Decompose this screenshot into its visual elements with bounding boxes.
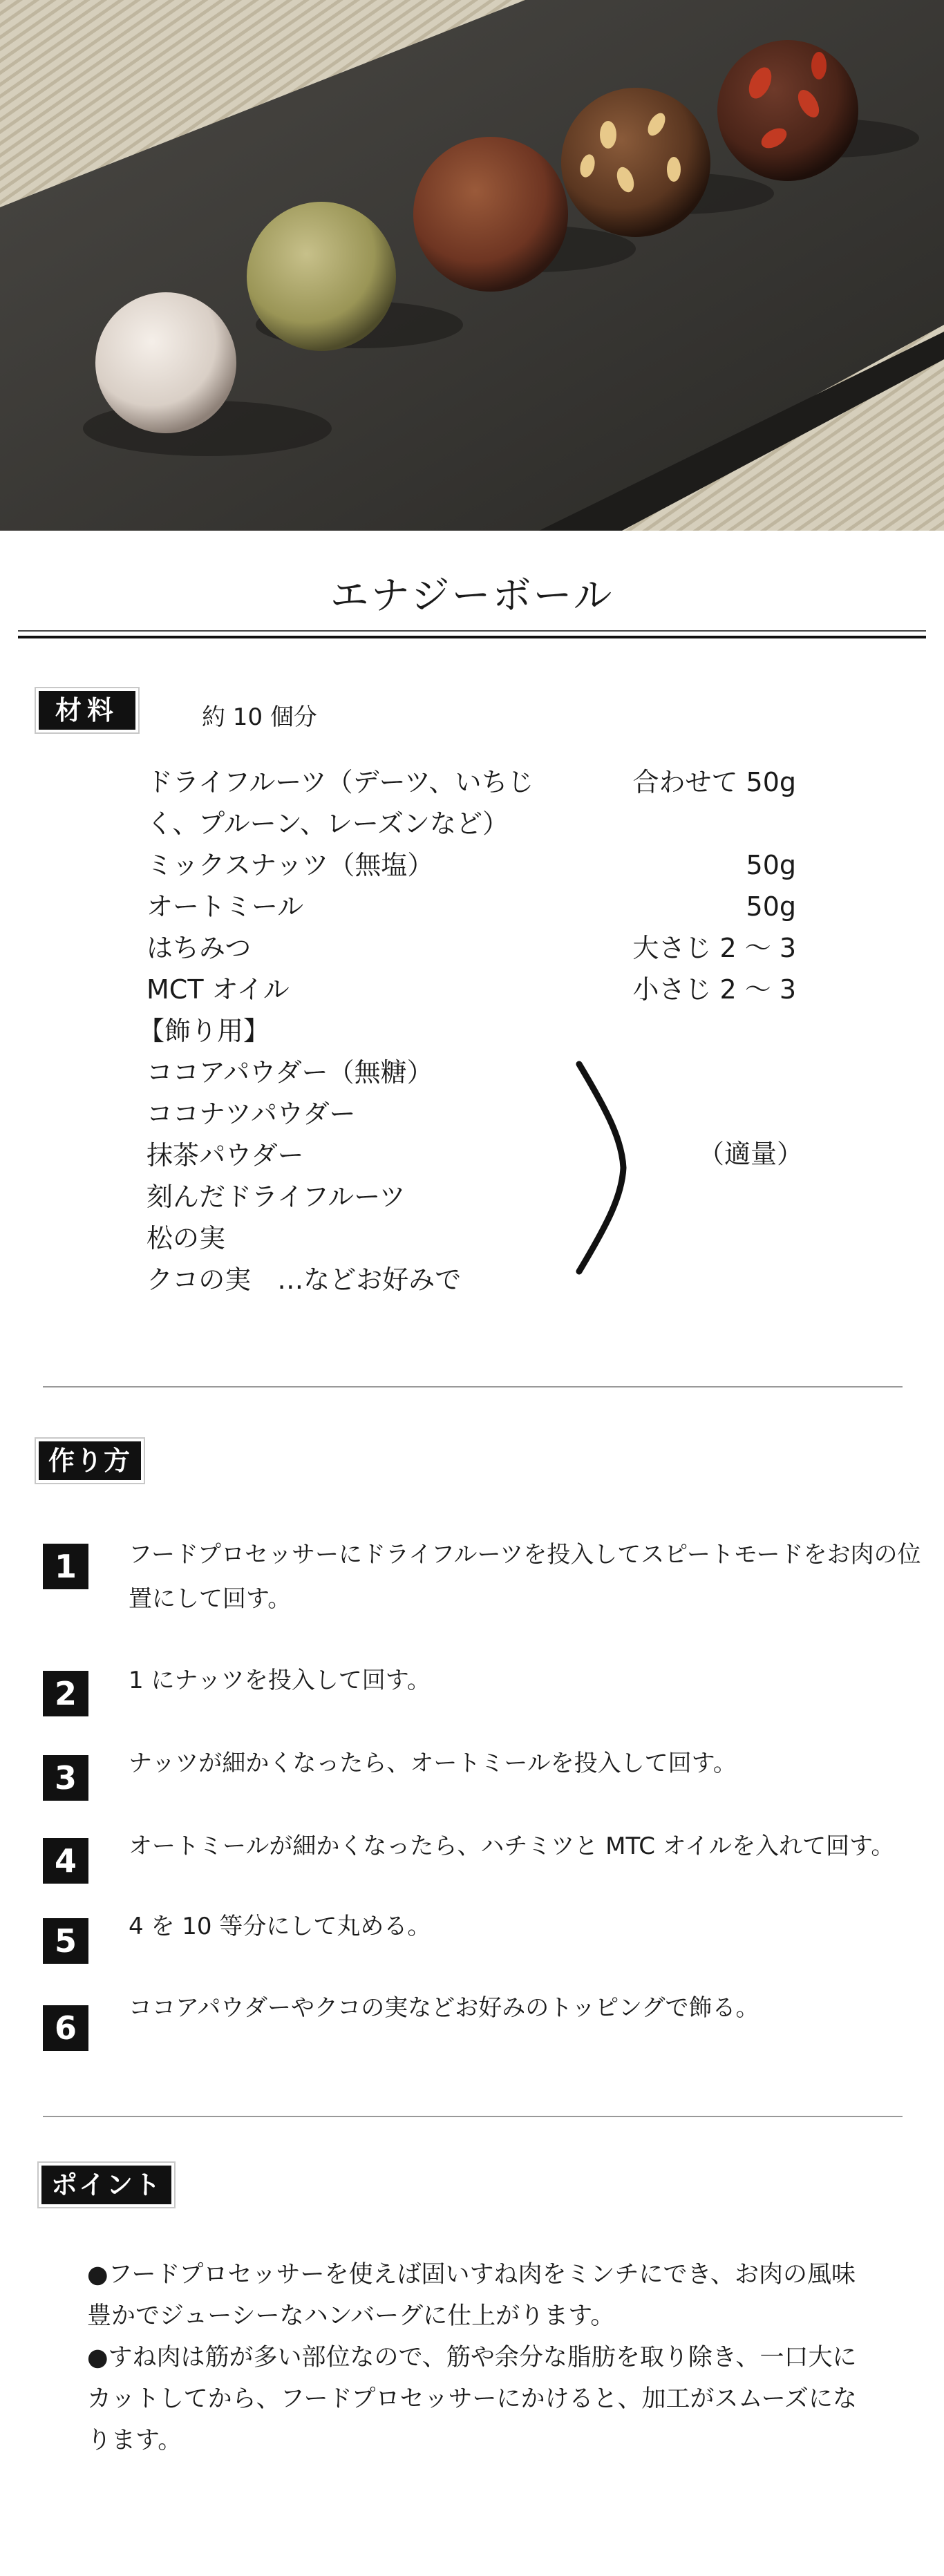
method-label: 作り方 bbox=[39, 1441, 141, 1480]
decoration-item: ココナツパウダー bbox=[147, 1099, 356, 1129]
method-label-box bbox=[35, 1437, 145, 1484]
step-number: 4 bbox=[43, 1838, 88, 1884]
ingredient-name: オートミール bbox=[147, 891, 304, 922]
section-divider bbox=[43, 2116, 903, 2117]
section-divider bbox=[43, 1386, 903, 1388]
ingredient-amount: 大さじ 2 ～ 3 bbox=[632, 933, 796, 963]
ingredients-label: 材料 bbox=[39, 691, 135, 730]
step-number: 2 bbox=[43, 1671, 88, 1716]
decoration-heading: 【飾り用】 bbox=[138, 1016, 270, 1046]
ingredient-amount: 小さじ 2 ～ 3 bbox=[632, 974, 796, 1005]
decoration-item: 刻んだドライフルーツ bbox=[147, 1182, 406, 1212]
step-number: 3 bbox=[43, 1755, 88, 1801]
step-text: ナッツが細かくなったら、オートミールを投入して回す。 bbox=[129, 1750, 737, 1777]
point-item: ●フードプロセッサーを使えば固いすね肉をミンチにでき、お肉の風味豊かでジューシーなハンバーグに仕上がります。 bbox=[87, 2261, 856, 2330]
ingredient-name: MCT オイル bbox=[147, 974, 290, 1005]
decoration-amount: （適量） bbox=[698, 1139, 804, 1169]
ingredient-amount: 50g bbox=[746, 891, 796, 922]
decoration-item: 抹茶パウダー bbox=[147, 1140, 304, 1171]
title-divider-thick bbox=[18, 636, 926, 638]
decoration-item: クコの実 …などお好みで bbox=[147, 1265, 462, 1295]
title-divider bbox=[18, 630, 926, 632]
ingredients-label-box bbox=[35, 687, 140, 734]
energy-balls-photo bbox=[0, 0, 944, 531]
ingredient-amount: 合わせて 50g bbox=[632, 767, 796, 797]
ingredient-name: はちみつ bbox=[147, 933, 252, 963]
decoration-item: 松の実 bbox=[147, 1223, 226, 1253]
ingredient-name: ドライフルーツ（デーツ、いちじ bbox=[147, 767, 534, 797]
step-text: 4 を 10 等分にして丸める。 bbox=[129, 1913, 431, 1940]
ingredient-name: ミックスナッツ（無塩） bbox=[147, 850, 434, 880]
points-label: ポイント bbox=[41, 2166, 171, 2204]
servings-text: 約 10 個分 bbox=[202, 703, 317, 731]
points-label-box bbox=[37, 2161, 176, 2208]
step-text: フードプロセッサーにドライフルーツを投入してスピートモードをお肉の位置にして回す。 bbox=[129, 1541, 921, 1613]
step-number: 5 bbox=[43, 1918, 88, 1964]
point-item: ●すね肉は筋が多い部位なので、筋や余分な脂肪を取り除き、一口大にカットしてから、フードプロセッサーにかけると、加工がスムーズになります。 bbox=[87, 2344, 858, 2454]
step-number: 1 bbox=[43, 1544, 88, 1589]
step-text: ココアパウダーやクコの実などお好みのトッピングで飾る。 bbox=[129, 1994, 759, 2022]
ingredient-name: く、プルーン、レーズンなど） bbox=[147, 808, 509, 839]
step-text: 1 にナッツを投入して回す。 bbox=[129, 1667, 431, 1694]
step-number: 6 bbox=[43, 2005, 88, 2051]
hero-photo bbox=[0, 0, 944, 531]
step-text: オートミールが細かくなったら、ハチミツと MTC オイルを入れて回す。 bbox=[129, 1832, 895, 1860]
decoration-item: ココアパウダー（無糖） bbox=[147, 1057, 433, 1088]
ingredient-amount: 50g bbox=[746, 850, 796, 880]
bracket-icon bbox=[567, 1057, 636, 1278]
page-title: エナジーボール bbox=[330, 574, 614, 618]
